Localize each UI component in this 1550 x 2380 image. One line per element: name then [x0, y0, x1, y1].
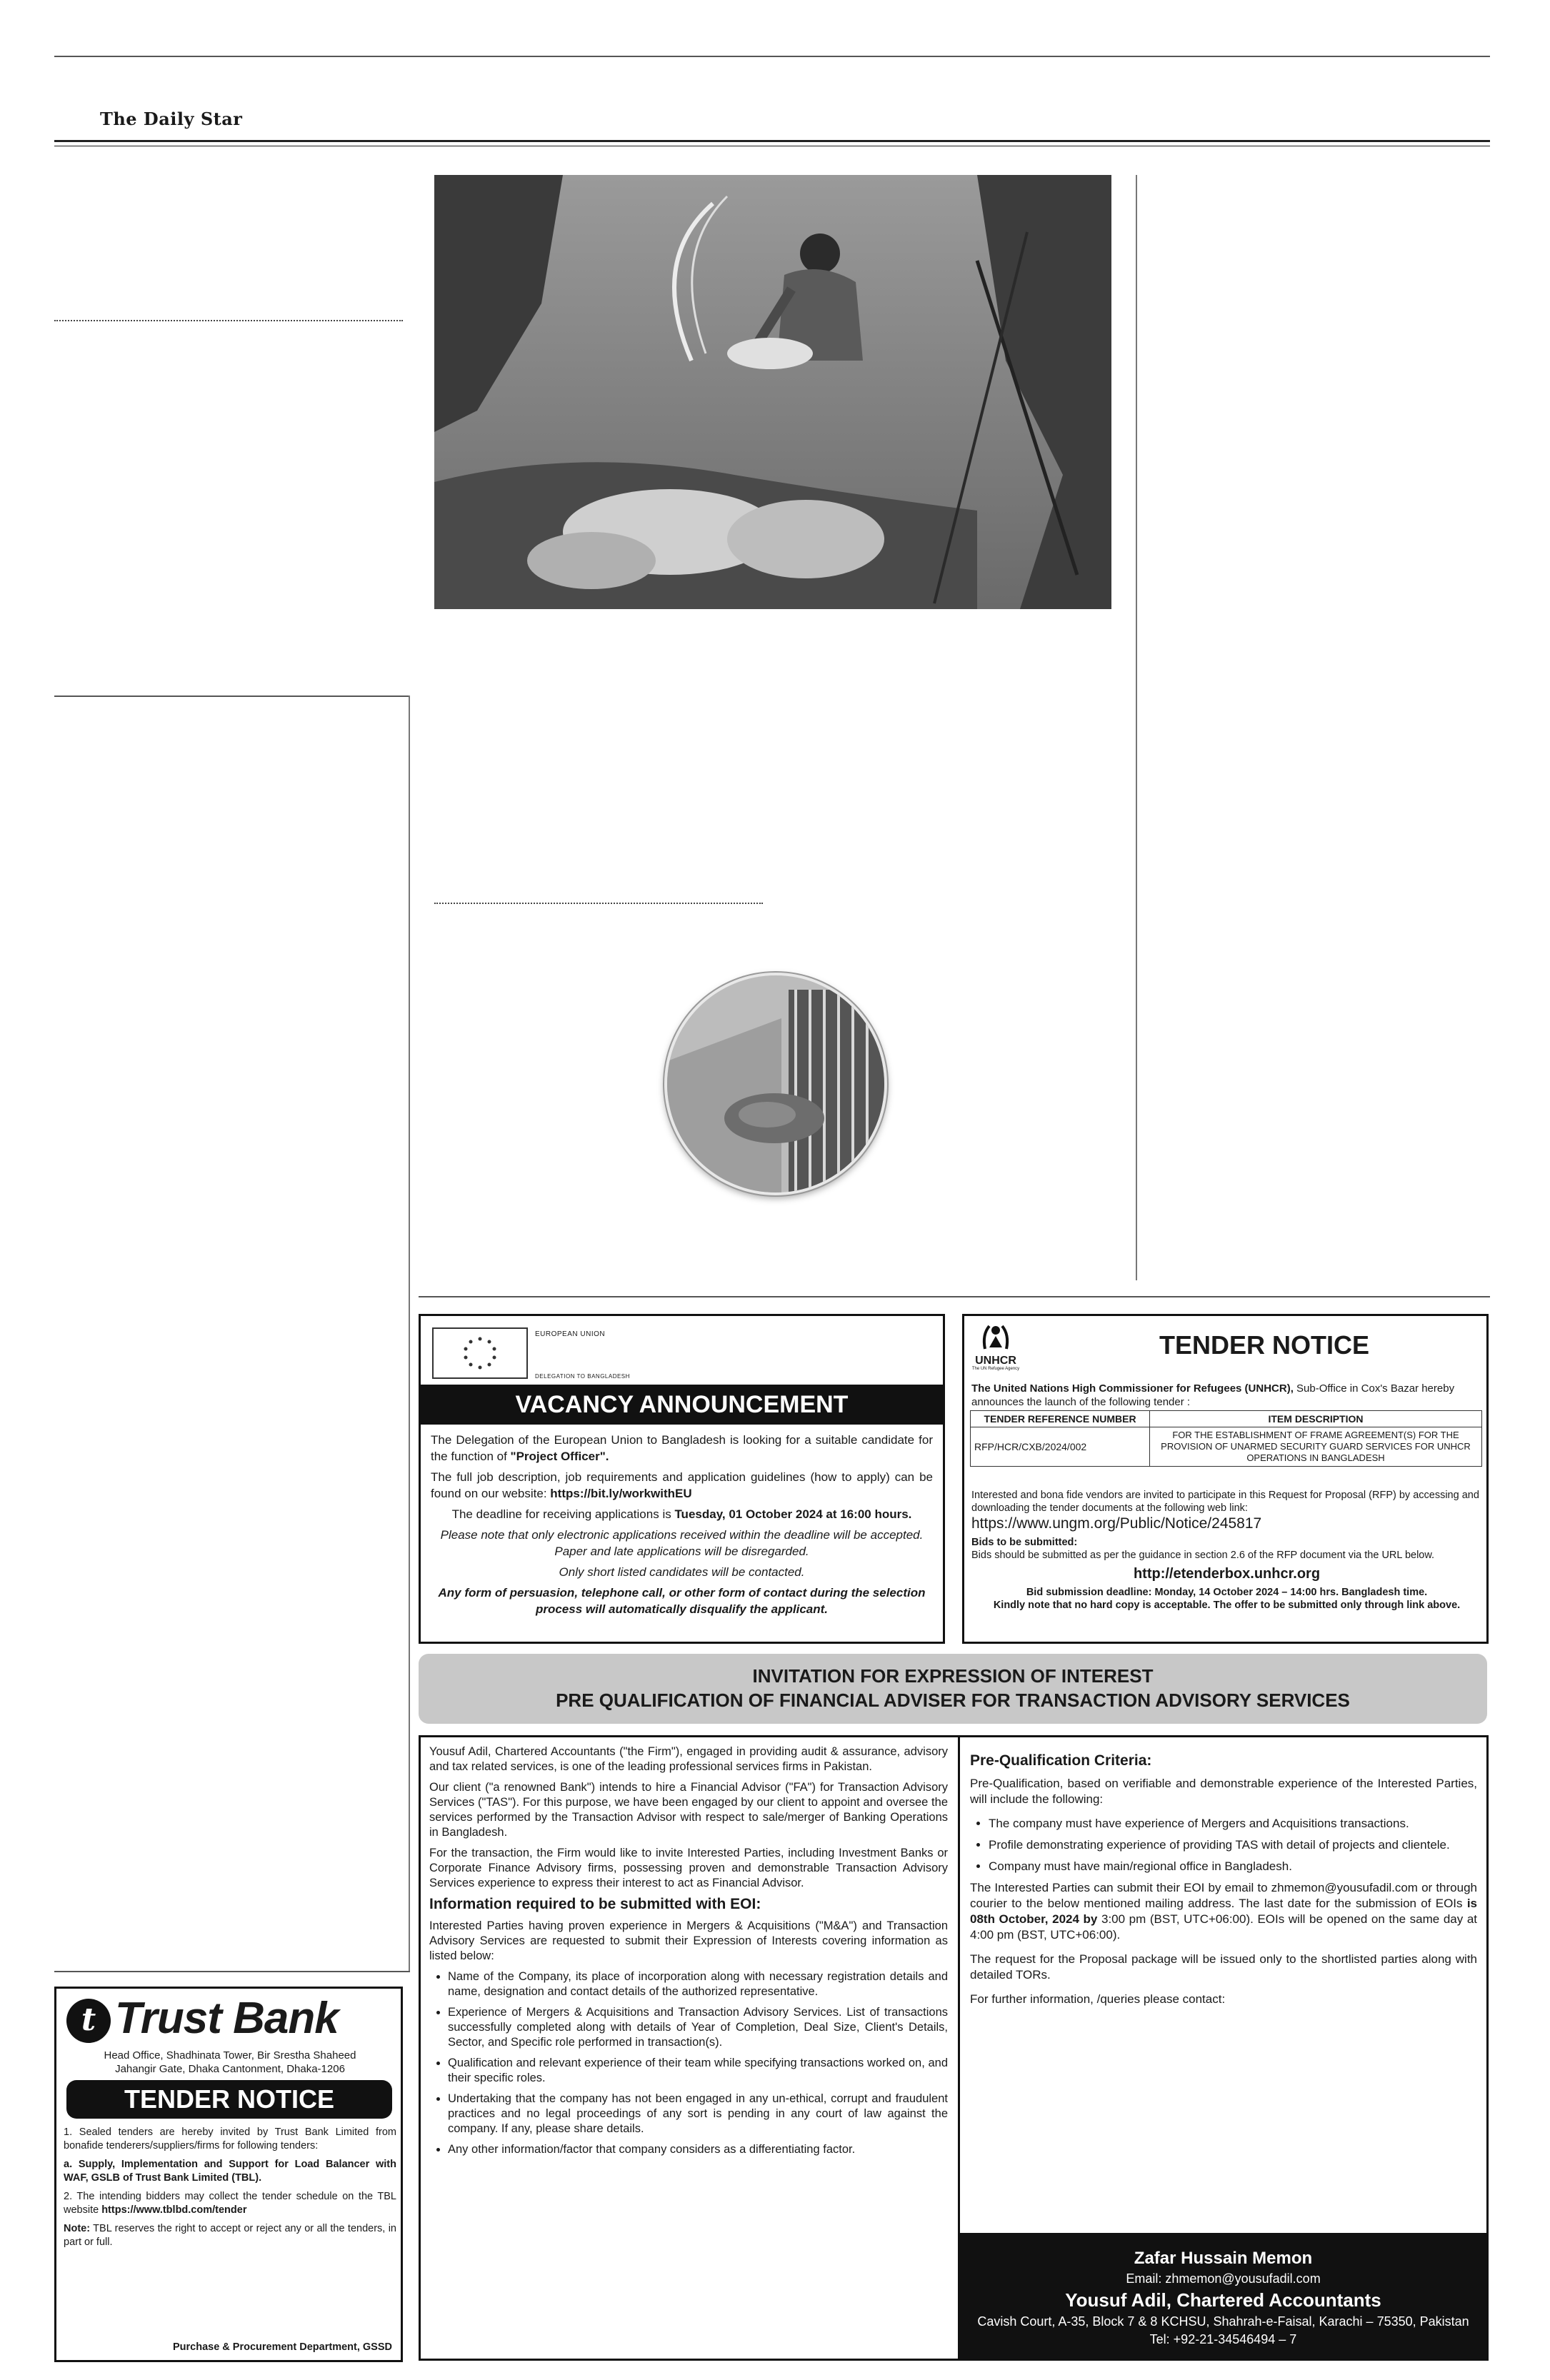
unhcr-body: Interested and bona fide vendors are invited to participate in this Request for Proposal (RFP) by accessing and downloading the tender documents at the following web link: https://www.ungm.org/Public/Notice/245817 Bids to be submitted: Bids should be submitted as per the guidance in section 2.6 of the RFP document via the URL below. http://etenderbox.unhcr.org Bid submission deadline: Monday, 14 October 2024 – 14:00 hrs. Bangladesh time. Kindly note that no hard copy is acceptable. The offer to be submitted only through link above. — [971, 1489, 1482, 1615]
eu-org-label: EUROPEAN UNION — [535, 1330, 606, 1338]
unhcr-etenderbox-link[interactable]: http://etenderbox.unhcr.org — [1133, 1566, 1321, 1582]
trust-bank-emblem-icon: t — [66, 1999, 111, 2043]
eu-header — [428, 1323, 937, 1387]
trust-bank-body: 1. Sealed tenders are hereby invited by Trust Bank Limited from bonafide tenderers/suppliers/firms for following tenders: a. Supply, Implementation and Support for Load Balancer with WAF, GSLB of Trust Bank Limited (TBL). 2. The intending bidders may collect the tender schedule on the TBL website https://www.tblbd.com/tender Note: TBL reserves the right to accept or reject any or all the tenders, in part or full. — [64, 2127, 396, 2248]
pq-heading: Pre-Qualification Criteria: — [970, 1752, 1152, 1769]
table-cell-ref: RFP/HCR/CXB/2024/002 — [971, 1427, 1150, 1467]
eoi-info-heading: Information required to be submitted with EOI: — [429, 1896, 761, 1912]
trust-bank-department: Purchase & Procurement Department, GSSD — [172, 2341, 392, 2353]
eu-flag-icon — [432, 1327, 528, 1379]
trust-bank-tender-ad — [54, 1987, 403, 2362]
right-vertical-rule — [1136, 175, 1137, 1280]
news-photo-fisherman — [434, 175, 1111, 609]
eu-job-link[interactable]: https://bit.ly/workwithEU — [550, 1487, 692, 1500]
eu-heading: VACANCY ANNOUNCEMENT — [421, 1385, 943, 1425]
eoi-ad — [419, 1735, 1489, 2361]
list-item: • Profile demonstrating experience of providing TAS with detail of projects and clientele. — [989, 1837, 1477, 1853]
contact-firm: Yousuf Adil, Chartered Accountants — [1065, 2289, 1381, 2311]
masthead-logo: The Daily Star — [100, 109, 243, 129]
eu-delegation-label: DELEGATION TO BANGLADESH — [535, 1373, 630, 1380]
eoi-left-column: Yousuf Adil, Chartered Accountants ("the Firm"), engaged in providing audit & assurance, advisory and tax related services, is one of the leading professional services firms in Pakistan. Our client ("a renowned Bank") intends to hire a Financial Advisor ("FA") for Transaction Advisory Services ("TAS"). For this purpose, we have been engaged by our client to appoint and oversee the services performed by the Transaction Advisor with respect to sale/merger of Banking Operations in Bangladesh. For the transaction, the Firm would like to invite Interested Parties, including Investment Banks or Corporate Finance Advisory firms, possessing proven and demonstrable Transaction Advisory Services experience to express their interest to act as Financial Advisor. Information required to be submitted with EOI: Interested Parties having proven experience in Mergers & Acquisitions ("M&A") and Transaction Advisory Services are requested to submit their Expression of Interests covering information as listed below: • Name of the Company, its place of incorporation along with necessary registration details and name, designation and contact details of the authorized representative. • Experience of Mergers & Acquisitions and Transaction Advisory Services. List of transactions successfully completed along with details of Year of Completion, Deal Size, Client's Details, Sector, and Specific role performed in transaction(s). • Qualification and relevant experience of their team while specifying transactions worked on, and their specific roles. • Undertaking that the company has not been engaged in any un-ethical, corrupt and fraudulent practices and no legal proceedings of any sort is pending in any court of law against the company. If any, please share details. • Any other information/factor that company considers as a differentiating factor. — [429, 1744, 948, 2163]
eoi-right-column: Pre-Qualification Criteria: Pre-Qualification, based on verifiable and demonstrable experience of the Interested Parties, will include the following: • The company must have experience of Mergers and Acquisitions transactions. • Profile demonstrating experience of providing TAS with detail of projects and clientele. • Company must have main/regional office in Bangladesh. The Interested Parties can submit their EOI by email to zhmemon@yousufadil.com or through courier to the below mentioned mailing address. The last date for the submission of EOIs is 08th October, 2024 by 3:00 pm (BST, UTC+06:00). EOIs will be opened on the same day at 4:00 pm (BST, UTC+06:00). The request for the Proposal package will be issued only to the shortlisted parties along with detailed TORs. For further information, /queries please contact: Zafar Hussain Memon Email: zhmemon@yousufadil.com Yousuf Adil, Chartered Accountants Cavish Court, A-35, Block 7 & 8 KCHSU, Shahrah-e-Faisal, Karachi – 75350, Pakistan Tel: +92-21-34546494 – 7 — [958, 1737, 1486, 2359]
left-column-divider — [54, 320, 403, 321]
unhcr-logo: UNHCR The UN Refugee Agency — [970, 1320, 1021, 1376]
ad-section-rule — [419, 1296, 1490, 1297]
eoi-banner: INVITATION FOR EXPRESSION OF INTEREST PRE QUALIFICATION OF FINANCIAL ADVISER FOR TRANSACTION ADVISORY SERVICES — [419, 1654, 1487, 1724]
trust-bank-logo: t Trust Bank — [66, 1996, 395, 2047]
left-column-rule — [54, 696, 410, 697]
pq-list — [970, 1816, 1477, 1874]
round-thumbnail-photo — [664, 973, 887, 1195]
contact-name: Zafar Hussain Memon — [1134, 2249, 1313, 2268]
list-item: • Experience of Mergers & Acquisitions and Transaction Advisory Services. List of transactions successfully completed along with details of Year of Completion, Deal Size, Client's Details, Sector, and Specific role performed in transaction(s). — [448, 2005, 948, 2050]
table-header-ref: TENDER REFERENCE NUMBER — [971, 1411, 1150, 1427]
unhcr-notice-link[interactable]: https://www.ungm.org/Public/Notice/245817 — [971, 1515, 1262, 1532]
left-bottom-rule — [54, 1971, 410, 1972]
list-item: • The company must have experience of Mergers and Acquisitions transactions. — [989, 1816, 1477, 1832]
contact-address: Cavish Court, A-35, Block 7 & 8 KCHSU, Shahrah-e-Faisal, Karachi – 75350, Pakistan — [977, 2314, 1469, 2329]
list-item: • Any other information/factor that company considers as a differentiating factor. — [448, 2142, 948, 2157]
trust-bank-tender-link[interactable]: https://www.tblbd.com/tender — [101, 2204, 247, 2216]
eu-vacancy-ad — [419, 1314, 945, 1644]
eu-body: The Delegation of the European Union to Bangladesh is looking for a suitable candidate for the function of "Project Officer". The full job description, job requirements and application guidelines (how to apply) can be found on our website: https://bit.ly/workwithEU The deadline for receiving applications is Tuesday, 01 October 2024 at 16:00 hours. Please note that only electronic applications received within the deadline will be accepted. Paper and late applications will be disregarded. Only short listed candidates will be contacted. Any form of persuasion, telephone call, or other form of contact during the selection process will automatically disqualify the applicant. — [431, 1433, 933, 1616]
table-cell-desc: FOR THE ESTABLISHMENT OF FRAME AGREEMENT(S) FOR THE PROVISION OF UNARMED SECURITY GUARD SERVICES FOR UNHCR OPERATIONS IN BANGLADESH — [1150, 1427, 1482, 1467]
trust-bank-heading: TENDER NOTICE — [66, 2080, 392, 2119]
left-vertical-rule — [409, 696, 410, 1971]
eoi-info-list — [429, 1969, 948, 2157]
unhcr-hands-icon — [979, 1320, 1012, 1352]
middle-dotted-rule — [434, 903, 763, 904]
unhcr-tender-table — [970, 1410, 1482, 1467]
contact-email[interactable]: Email: zhmemon@yousufadil.com — [1126, 2271, 1321, 2286]
list-item: • Name of the Company, its place of incorporation along with necessary registration details and name, designation and contact details of the authorized representative. — [448, 1969, 948, 1999]
eoi-contact-block — [960, 2233, 1486, 2359]
unhcr-intro: The United Nations High Commissioner for Refugees (UNHCR), Sub-Office in Cox's Bazar hereby announces the launch of the following tender : — [971, 1382, 1455, 1408]
unhcr-heading: TENDER NOTICE — [1159, 1330, 1369, 1360]
list-item: • Company must have main/regional office in Bangladesh. — [989, 1859, 1477, 1874]
contact-phone: Tel: +92-21-34546494 – 7 — [1149, 2332, 1297, 2346]
list-item: • Qualification and relevant experience of their team while specifying transactions worked on, and their specific roles. — [448, 2056, 948, 2086]
table-header-desc: ITEM DESCRIPTION — [1150, 1411, 1482, 1427]
unhcr-tender-ad — [962, 1314, 1489, 1644]
list-item: • Undertaking that the company has not been engaged in any un-ethical, corrupt and fraudulent practices and no legal proceedings of any sort is pending in any court of law against the company. If any, please share details. — [448, 2092, 948, 2137]
trust-bank-address: Head Office, Shadhinata Tower, Bir Srestha Shaheed Jahangir Gate, Dhaka Cantonment, Dhaka-1206 — [104, 2049, 356, 2075]
masthead-rule-1 — [54, 140, 1490, 142]
top-rule — [54, 56, 1490, 57]
